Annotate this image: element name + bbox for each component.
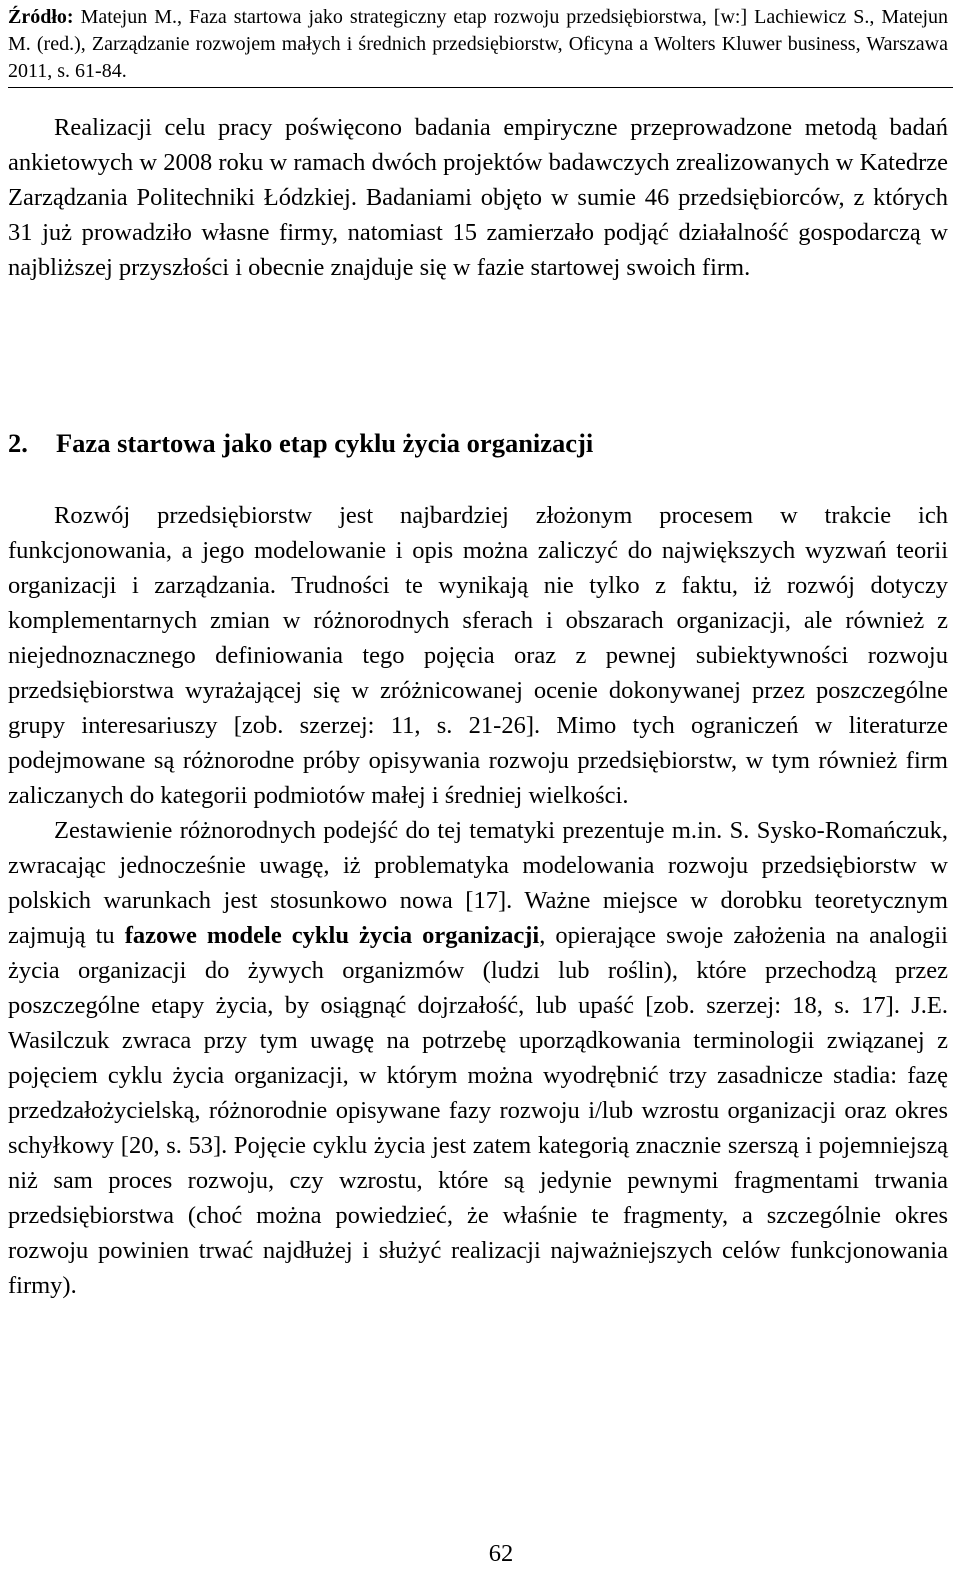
page-number: 62 xyxy=(488,1540,514,1567)
source-text: Matejun M., Faza startowa jako strategiczny etap rozwoju przedsiębiorstwa, [w:] Lachiewicz S., Matejun M. (red.), Zarządzanie rozwojem małych i średnich przedsiębiorstw, Oficyna a Wolters Kluwer business, Warszawa 2011, s. 61-84. xyxy=(8,6,949,82)
body-paragraph-2 xyxy=(8,813,948,1303)
source-label: Źródło: xyxy=(8,6,74,28)
section-heading xyxy=(8,424,948,462)
section-number: 2. xyxy=(8,428,28,458)
body-paragraph-1: Rozwój przedsiębiorstw jest najbardziej złożonym procesem w trakcie ich funkcjonowania, a jego modelowanie i opis można zaliczyć do największych wyzwań teorii organizacji i zarządzania. Trudności te wynikają nie tylko z faktu, iż rozwój dotyczy komplementarnych zmian w różnorodnych sferach i obszarach organizacji, ale również z niejednoznacznego definiowania tego pojęcia oraz z pewnej subiektywności rozwoju przedsiębiorstwa wyrażającej się w zróżnicowanej ocenie dokonywanej przez poszczególne grupy interesariuszy [zob. szerzej: 11, s. 21-26]. Mimo tych ograniczeń w literaturze podejmowane są różnorodne próby opisywania rozwoju przedsiębiorstw, w tym również firm zaliczanych do kategorii podmiotów małej i średniej wielkości. xyxy=(8,502,948,809)
source-divider xyxy=(8,87,953,88)
section-title: Faza startowa jako etap cyklu życia organizacji xyxy=(56,428,594,458)
body-paragraph-2-text-a: Zestawienie różnorodnych podejść do tej tematyki prezentuje m.in. S. Sysko-Romańczuk, zwracając jednocześnie uwagę, iż problematyka modelowania rozwoju przedsiębiorstw w polskich warunkach jest stosunkowo nowa [17]. Ważne miejsce w dorobku teoretycznym zajmują tu xyxy=(8,817,948,949)
body-paragraph-2-emphasis: fazowe modele cyklu życia organizacji xyxy=(124,922,540,949)
intro-paragraph: Realizacji celu pracy poświęcono badania empiryczne przeprowadzone metodą badań ankietowych w 2008 roku w ramach dwóch projektów badawczych zrealizowanych w Katedrze Zarządzania Politechniki Łódzkiej. Badaniami objęto w sumie 46 przedsiębiorców, z których 31 już prowadziło własne firmy, natomiast 15 zamierzało podjąć działalność gospodarczą w najbliższej przyszłości i obecnie znajduje się w fazie startowej swoich firm. xyxy=(8,114,948,281)
section-body xyxy=(8,498,948,1303)
body-paragraph-2-text-b: , opierające swoje założenia na analogii życia organizacji do żywych organizmów (ludzi lub roślin), które przechodzą przez poszczególne etapy życia, by osiągnąć dojrzałość, lub upaść [zob. szerzej: 18, s. 17]. J.E. Wasilczuk zwraca przy tym uwagę na potrzebę uporządkowania terminologii związanej z pojęciem cyklu życia organizacji, w którym można wyodrębnić trzy zasadnicze stadia: fazę przedzałożycielską, różnorodnie opisywane fazy rozwoju i/lub wzrostu organizacji oraz okres schyłkowy [20, s. 53]. Pojęcie cyklu życia jest zatem kategorią znacznie szerszą i pojemniejszą niż sam proces rozwoju, czy wzrostu, które są jedynie pewnymi fragmentami trwania przedsiębiorstwa (choć można powiedzieć, że właśnie te fragmenty, a szczególnie okres rozwoju powinien trwać najdłużej i służyć realizacji najważniejszych celów funkcjonowania firmy). xyxy=(8,922,948,1299)
source-citation xyxy=(8,4,948,85)
